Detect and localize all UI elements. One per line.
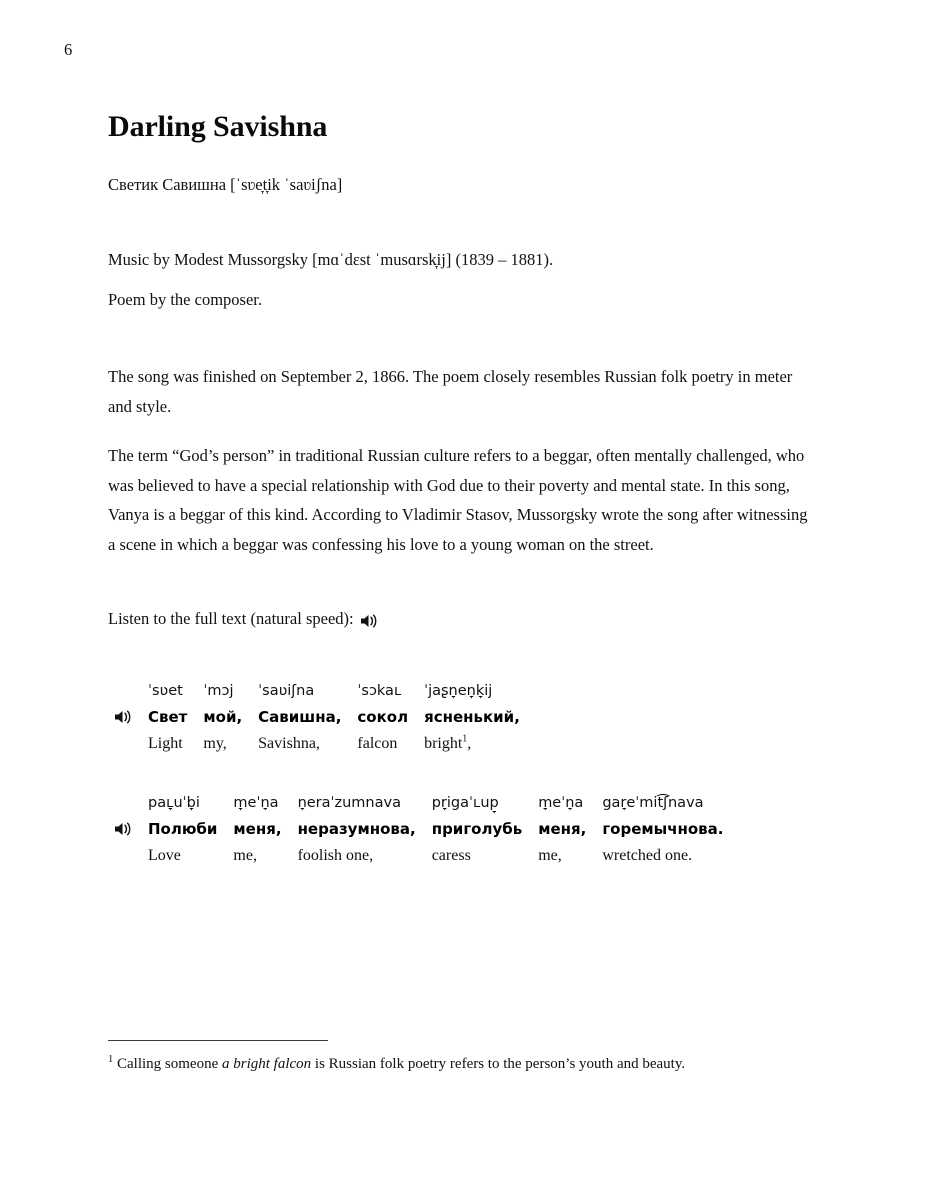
gloss-token: Light: [148, 735, 183, 752]
note-paragraph-1: The song was finished on September 2, 1866. The poem closely resembles Russian folk poetry in meter and style.: [108, 367, 793, 416]
gloss-token-text: bright: [424, 735, 463, 752]
ipa-token: m̞eˈn̞a: [538, 795, 584, 811]
footnote-text-after: is Russian folk poetry refers to the person’s youth and beauty.: [311, 1056, 686, 1072]
gloss-token-tail: ,: [467, 735, 472, 752]
verse-cyrillic-row: [148, 704, 536, 731]
footnote-marker: 1: [108, 1054, 114, 1065]
page-number: 6: [64, 40, 73, 59]
ipa-token: paʟ̞uˈb̞i: [148, 795, 200, 811]
cyrillic-token: неразумнова,: [297, 820, 416, 838]
verse-block-1: [114, 679, 818, 757]
footnote-reference[interactable]: 1: [462, 733, 468, 745]
interlinear-verses: [114, 679, 818, 869]
gloss-token: Love: [148, 847, 181, 864]
ipa-token: pr̞igaˈʟup̞: [431, 795, 499, 811]
verse-ipa-row: [148, 679, 536, 704]
gloss-token-with-footnote: [424, 731, 536, 757]
page-content: [108, 108, 818, 903]
verse-ipa-row: [148, 791, 740, 816]
notes-block: [108, 362, 818, 559]
gloss-token: me,: [538, 847, 562, 864]
cyrillic-token: приголубь: [431, 820, 523, 838]
cyrillic-token: Савишна,: [258, 708, 342, 726]
credits-block: [108, 248, 818, 312]
note-paragraph-2: The term “God’s person” in traditional Russian culture refers to a beggar, often mentally challenged, who was believed to have a special relationship with God due to their poverty and mental state. In this song, Vanya is a beggar of this kind. According to Vladimir Stasov, Mussorgsky wrote the song after witnessing a scene in which a beggar was confessing his love to a young woman on the street.: [108, 446, 808, 554]
footnote-separator: [108, 1040, 328, 1041]
gloss-token: me,: [233, 847, 257, 864]
ipa-token: m̞eˈn̞a: [233, 795, 279, 811]
cyrillic-token: Свет: [148, 708, 188, 726]
verse-audio-column-1: [114, 679, 148, 723]
page-title: Darling Savishna: [108, 110, 328, 143]
verse-rows-1: [148, 679, 536, 757]
cyrillic-token: меня,: [233, 820, 282, 838]
cyrillic-token: мой,: [203, 708, 243, 726]
cyrillic-token: Полюби: [148, 820, 218, 838]
gloss-token: my,: [203, 735, 227, 752]
cyrillic-token: сокол: [357, 708, 409, 726]
footnote-area: [108, 1040, 818, 1075]
verse-block-2: [114, 791, 818, 869]
gloss-token: falcon: [357, 735, 398, 752]
footnote-italic-phrase: a bright falcon: [222, 1056, 312, 1072]
speaker-icon[interactable]: [360, 613, 380, 629]
cyrillic-token: горемычнова.: [602, 820, 724, 838]
ipa-token: ˈsaʋiʃna: [258, 683, 315, 699]
ipa-token: ˈsɔkaʟ: [357, 683, 402, 699]
verse-rows-2: [148, 791, 740, 869]
original-title-line: Светик Савишна [ˈsʋe̞t̞ik ˈsaʋiʃna]: [108, 175, 343, 194]
verse-gloss-row: [148, 731, 536, 757]
gloss-token: wretched one.: [602, 847, 693, 864]
listen-label: Listen to the full text (natural speed):: [108, 609, 354, 628]
ipa-token: n̞eraˈzumnava: [297, 795, 401, 811]
verse-audio-column-2: [114, 791, 148, 835]
verse-gloss-row: [148, 843, 740, 869]
speaker-icon[interactable]: [114, 821, 134, 837]
music-credit: Music by Modest Mussorgsky [mɑˈdɛst ˈmusɑrsk̞ij] (1839 – 1881).: [108, 250, 554, 269]
ipa-token: ˈmɔj: [203, 683, 234, 699]
listen-full-text-line: [108, 607, 818, 631]
cyrillic-token: меня,: [538, 820, 587, 838]
footnote-text-before: Calling someone: [113, 1056, 222, 1072]
ipa-token: gar̞eˈmit͡ʃnava: [602, 795, 704, 811]
gloss-token: foolish one,: [297, 847, 374, 864]
verse-cyrillic-row: [148, 816, 740, 843]
poem-credit: Poem by the composer.: [108, 290, 262, 309]
speaker-icon[interactable]: [114, 709, 134, 725]
ipa-token: ˈjaʂn̞en̞k̞ij: [424, 683, 493, 699]
cyrillic-token: ясненький,: [424, 708, 520, 726]
gloss-token: Savishna,: [258, 735, 320, 752]
gloss-token: caress: [431, 847, 471, 864]
footnote-1: [108, 1053, 818, 1075]
ipa-token: ˈsʋet: [148, 683, 183, 699]
